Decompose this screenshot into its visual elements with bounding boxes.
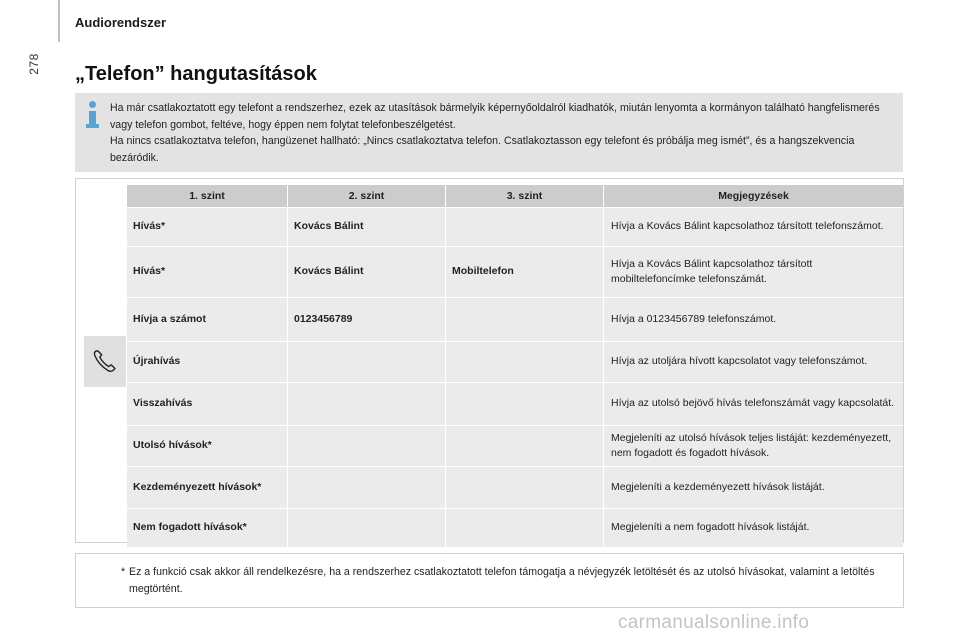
cell-level-1: Visszahívás [127, 382, 288, 425]
cell-level-2: Kovács Bálint [288, 207, 446, 246]
table-row [127, 207, 903, 246]
cell-level-2 [288, 341, 446, 382]
info-text [110, 100, 890, 166]
cell-level-1: Kezdeményezett hívások* [127, 466, 288, 508]
footnote-text [121, 564, 879, 597]
phone-icon [92, 348, 118, 374]
info-icon [86, 101, 100, 127]
table-header-row [127, 185, 903, 207]
footnote-star: * [121, 566, 126, 578]
cell-level-3 [446, 207, 604, 246]
cell-level-2 [288, 425, 446, 466]
cell-note: Hívja a Kovács Bálint kapcsolathoz társított mobiltelefoncímke telefonszámát. [604, 246, 903, 297]
cell-level-1: Hívja a számot [127, 297, 288, 341]
footnote-box [75, 553, 904, 608]
header-level-3: 3. szint [446, 185, 604, 207]
cell-level-3 [446, 508, 604, 547]
cell-level-3 [446, 466, 604, 508]
header-divider [58, 0, 60, 42]
section-title: Audiorendszer [75, 15, 167, 30]
cell-level-1: Hívás* [127, 207, 288, 246]
cell-level-1: Újrahívás [127, 341, 288, 382]
watermark: carmanualsonline.info [618, 612, 810, 633]
cell-note: Megjeleníti az utolsó hívások teljes listáját: kezdeményezett, nem fogadott és fogadott hívások. [604, 425, 903, 466]
table-row [127, 466, 903, 508]
header-notes: Megjegyzések [604, 185, 903, 207]
info-paragraph-2: Ha nincs csatlakoztatva telefon, hangüzenet hallható: „Nincs csatlakoztatva telefon. Csatlakoztasson egy telefont és próbálja meg ismét”, és a hangszekvencia bezáródik. [110, 135, 855, 164]
table-row [127, 297, 903, 341]
cell-level-2 [288, 466, 446, 508]
page-number: 278 [27, 53, 41, 75]
footnote-body: Ez a funkció csak akkor áll rendelkezésre, ha a rendszerhez csatlakoztatott telefon támogatja a névjegyzék letöltését és az utolsó hívásokat, valamint a letöltés megtörtént. [129, 566, 875, 595]
cell-level-2: 0123456789 [288, 297, 446, 341]
cell-level-3: Mobiltelefon [446, 246, 604, 297]
cell-level-3 [446, 297, 604, 341]
table-row [127, 341, 903, 382]
cell-level-2 [288, 382, 446, 425]
cell-level-3 [446, 425, 604, 466]
page-title: „Telefon” hangutasítások [75, 63, 317, 85]
cell-note: Megjeleníti a nem fogadott hívások listáját. [604, 508, 903, 547]
table-row [127, 382, 903, 425]
cell-level-3 [446, 341, 604, 382]
table-row [127, 508, 903, 547]
info-paragraph-1: Ha már csatlakoztatott egy telefont a rendszerhez, ezek az utasítások bármelyik képernyőoldalról kiadhatók, miután lenyomta a kormányon található hangfelismerés vagy telefon gombot, feltéve, hogy éppen nem folytat telefonbeszélgetést. [110, 102, 880, 131]
cell-level-1: Hívás* [127, 246, 288, 297]
cell-note: Hívja a Kovács Bálint kapcsolathoz társított telefonszámot. [604, 207, 903, 246]
cell-note: Megjeleníti a kezdeményezett hívások listáját. [604, 466, 903, 508]
info-box [75, 93, 903, 172]
phone-cell [84, 336, 126, 387]
header-level-2: 2. szint [288, 185, 446, 207]
cell-level-1: Utolsó hívások* [127, 425, 288, 466]
cell-note: Hívja a 0123456789 telefonszámot. [604, 297, 903, 341]
cell-note: Hívja az utolsó bejövő hívás telefonszámát vagy kapcsolatát. [604, 382, 903, 425]
commands-table [127, 185, 903, 547]
table-row [127, 246, 903, 297]
cell-note: Hívja az utoljára hívott kapcsolatot vagy telefonszámot. [604, 341, 903, 382]
cell-level-2 [288, 508, 446, 547]
cell-level-2: Kovács Bálint [288, 246, 446, 297]
table-row [127, 425, 903, 466]
cell-level-3 [446, 382, 604, 425]
cell-level-1: Nem fogadott hívások* [127, 508, 288, 547]
header-level-1: 1. szint [127, 185, 288, 207]
